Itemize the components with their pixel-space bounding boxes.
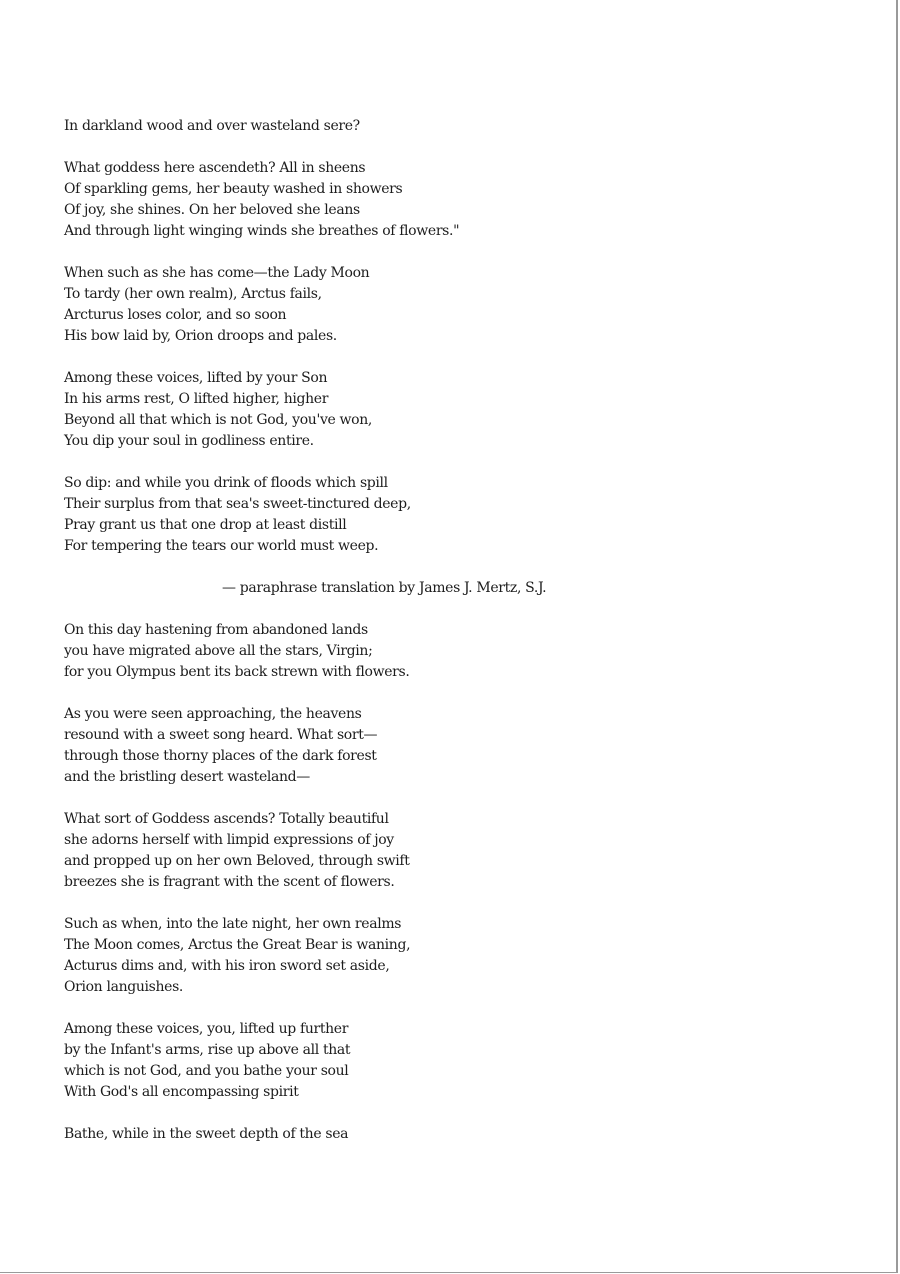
poem-line: So dip: and while you drink of floods which spill	[64, 475, 388, 491]
poem-line: Pray grant us that one drop at least distill	[64, 517, 347, 533]
translation-line: for you Olympus bent its back strewn with flowers.	[64, 664, 410, 680]
translation-line: The Moon comes, Arctus the Great Bear is waning,	[64, 937, 411, 953]
poem-line: For tempering the tears our world must weep.	[64, 538, 379, 554]
stanza-2	[64, 158, 824, 242]
translation-line: breezes she is fragrant with the scent of flowers.	[64, 874, 395, 890]
translation-stanza-2	[64, 704, 824, 788]
translation-stanza-3	[64, 809, 824, 893]
translation-line: you have migrated above all the stars, Virgin;	[64, 643, 373, 659]
poem-line: You dip your soul in godliness entire.	[64, 433, 314, 449]
poem-line: Beyond all that which is not God, you've won,	[64, 412, 373, 428]
translation-line: Such as when, into the late night, her own realms	[64, 916, 402, 932]
translation-line: resound with a sweet song heard. What sort—	[64, 727, 378, 743]
translation-line: she adorns herself with limpid expressions of joy	[64, 832, 394, 848]
poem-line: Among these voices, lifted by your Son	[64, 370, 328, 386]
translation-line: With God's all encompassing spirit	[64, 1084, 299, 1100]
translation-attribution: — paraphrase translation by James J. Mertz, S.J.	[222, 580, 547, 596]
poem-text	[64, 116, 824, 1166]
poem-line: What goddess here ascendeth? All in sheens	[64, 160, 366, 176]
translation-line: through those thorny places of the dark forest	[64, 748, 377, 764]
poem-line: And through light winging winds she breathes of flowers."	[64, 223, 460, 239]
poem-line: To tardy (her own realm), Arctus fails,	[64, 286, 322, 302]
translation-line: Bathe, while in the sweet depth of the sea	[64, 1126, 349, 1142]
stanza-5	[64, 473, 824, 557]
poem-line: In darkland wood and over wasteland sere?	[64, 118, 360, 134]
poem-line: Of joy, she shines. On her beloved she leans	[64, 202, 360, 218]
translation-line: Acturus dims and, with his iron sword set aside,	[64, 958, 390, 974]
stanza-3	[64, 263, 824, 347]
translation-stanza-5	[64, 1019, 824, 1103]
translation-line: On this day hastening from abandoned lands	[64, 622, 368, 638]
stanza-1	[64, 116, 824, 137]
poem-line: Of sparkling gems, her beauty washed in showers	[64, 181, 403, 197]
poem-line: In his arms rest, O lifted higher, higher	[64, 391, 329, 407]
poem-line: Arcturus loses color, and so soon	[64, 307, 287, 323]
translation-stanza-6	[64, 1124, 824, 1145]
translation-line: by the Infant's arms, rise up above all that	[64, 1042, 351, 1058]
poem-line: His bow laid by, Orion droops and pales.	[64, 328, 337, 344]
translation-stanza-4	[64, 914, 824, 998]
translation-line: Among these voices, you, lifted up further	[64, 1021, 349, 1037]
translation-line: As you were seen approaching, the heavens	[64, 706, 362, 722]
translation-line: What sort of Goddess ascends? Totally beautiful	[64, 811, 389, 827]
translation-line: Orion languishes.	[64, 979, 184, 995]
poem-line: When such as she has come—the Lady Moon	[64, 265, 370, 281]
poem-line: Their surplus from that sea's sweet-tinctured deep,	[64, 496, 411, 512]
translation-line: and the bristling desert wasteland—	[64, 769, 310, 785]
translation-stanza-1	[64, 620, 824, 683]
translation-line: which is not God, and you bathe your soul	[64, 1063, 349, 1079]
translation-line: and propped up on her own Beloved, through swift	[64, 853, 410, 869]
stanza-4	[64, 368, 824, 452]
